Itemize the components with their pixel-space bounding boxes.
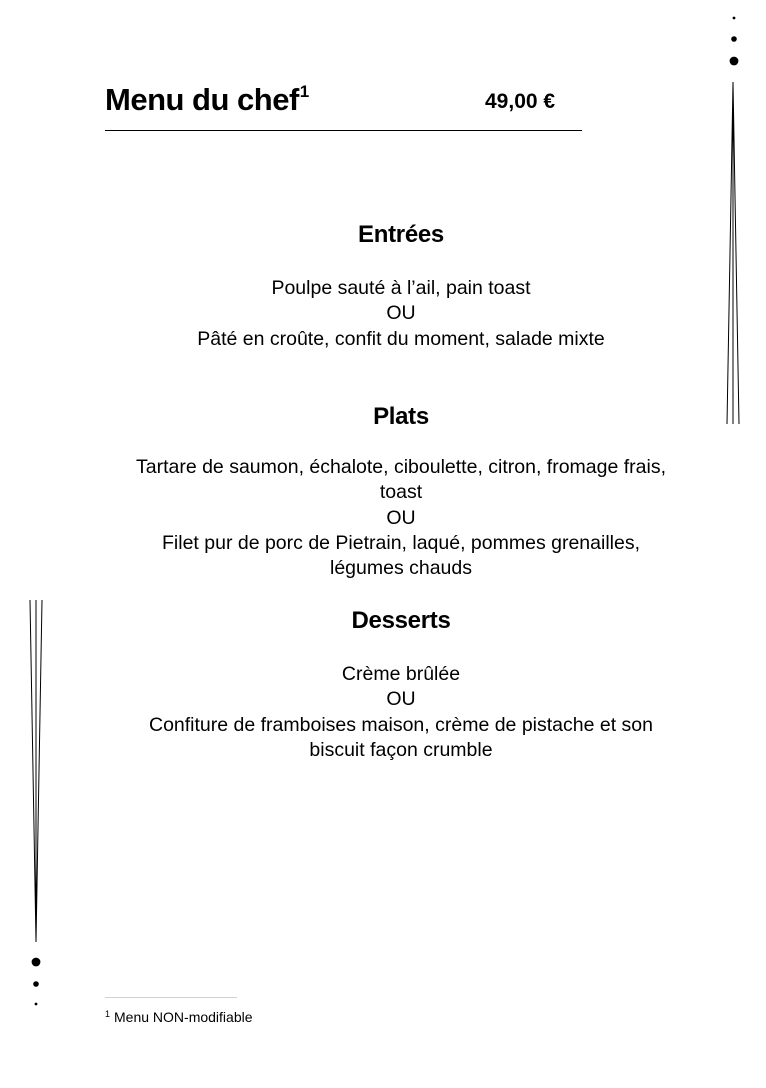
menu-item: Confiture de framboises maison, crème de pistache et son [148, 713, 653, 736]
menu-separator: OU [386, 302, 416, 325]
menu-item: Crème brûlée [341, 663, 461, 685]
menu-item-continuation: biscuit façon crumble [309, 738, 493, 761]
footnote-text: Menu NON-modifiable [114, 1009, 253, 1025]
ornament-dots-lines-icon [722, 10, 752, 428]
menu-header [105, 82, 582, 131]
page-title: Menu du chef$^1$ [105, 82, 309, 117]
menu-separator: OU [386, 506, 416, 529]
section-title-desserts: Desserts [351, 607, 451, 634]
ornament-lines-dots-icon [24, 598, 50, 1010]
section-title-plats: Plats [373, 403, 429, 430]
footnote-divider [105, 997, 237, 998]
menu-item: Tartare de saumon, échalote, ciboulette, citron, fromage frais, [135, 456, 667, 478]
footnote-reference: 1 [299, 82, 309, 101]
footnote-mark: 1 [105, 1009, 111, 1019]
menu-item: Poulpe sauté à l’ail, pain toast [271, 277, 531, 299]
footnote [105, 1009, 253, 1025]
section-items-desserts [100, 662, 702, 763]
menu-separator: OU [386, 688, 416, 711]
section-items-entrees [100, 276, 702, 352]
menu-item-continuation: toast [379, 481, 423, 504]
menu-item: Pâté en croûte, confit du moment, salade mixte [197, 327, 605, 350]
section-items-plats [100, 455, 702, 581]
section-title-entrees: Entrées [358, 221, 444, 248]
menu-item: Filet pur de porc de Pietrain, laqué, pommes grenailles, [162, 531, 640, 554]
menu-price: 49,00 € [485, 90, 556, 113]
menu-item-continuation: légumes chauds [329, 557, 472, 580]
